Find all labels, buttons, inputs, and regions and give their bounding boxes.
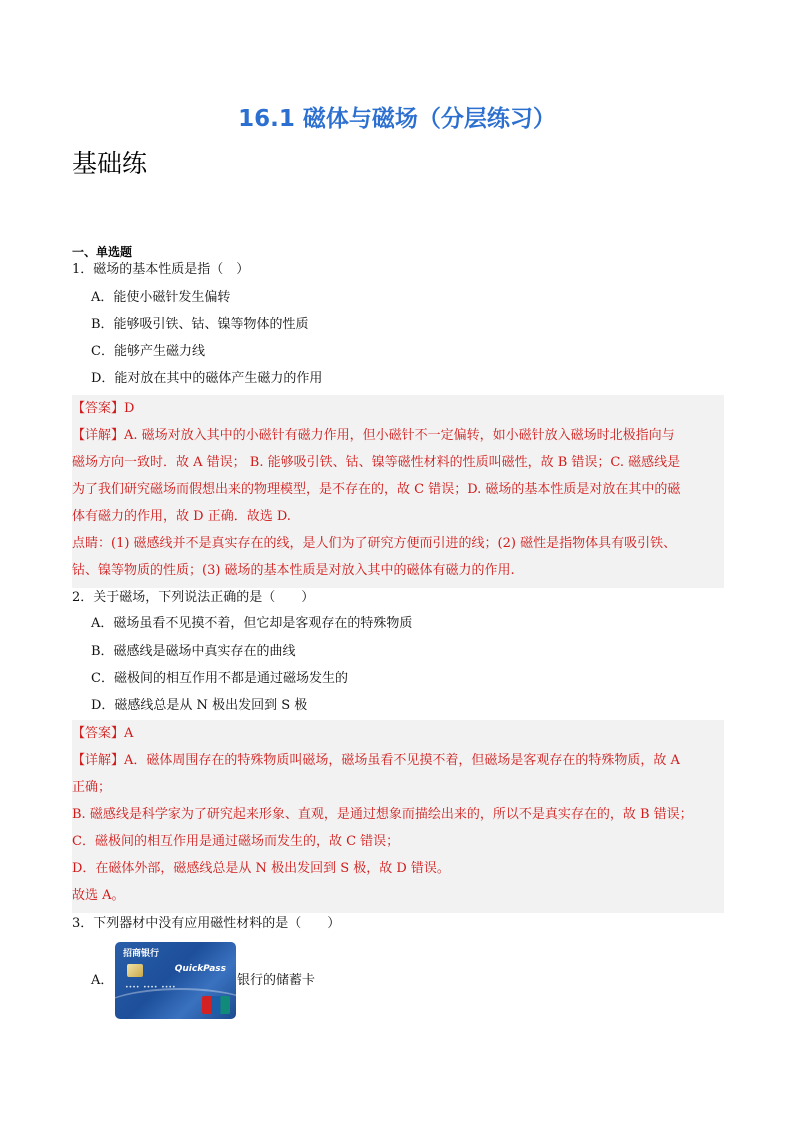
question-2-option-b: B．磁感线是磁场中真实存在的曲线	[91, 644, 296, 659]
answer-line: D．在磁体外部，磁感线总是从 N 极出发回到 S 极，故 D 错误。	[72, 861, 450, 876]
answer-line: 体有磁力的作用，故 D 正确．故选 D.	[72, 509, 291, 524]
question-3-option-a-text: 银行的储蓄卡	[237, 973, 316, 988]
answer-line: 【详解】A．磁体周围存在的特殊物质叫磁场，磁场虽看不见摸不着，但磁场是客观存在的特殊物质，故 A	[72, 753, 680, 768]
bank-card-image	[115, 942, 236, 1019]
answer-line: 点睛：(1) 磁感线并不是真实存在的线，是人们为了研究方便而引进的线；(2) 磁性是指物体具有吸引铁、	[72, 536, 677, 551]
answer-line: 正确；	[72, 780, 112, 795]
question-1-option-d: D．能对放在其中的磁体产生磁力的作用	[91, 371, 323, 386]
unionpay-logo-icon	[202, 996, 230, 1014]
page-subtitle: 基础练	[72, 149, 148, 178]
card-chip-icon	[127, 964, 143, 977]
answer-line: B. 磁感线是科学家为了研究起来形象、直观，是通过想象而描绘出来的，所以不是真实存在的，故 B 错误；	[72, 807, 693, 822]
question-1-answer-block	[72, 395, 724, 588]
card-quickpass-mark: QuickPass	[174, 964, 226, 974]
answer-line: 【答案】A	[72, 726, 134, 741]
answer-line: 【答案】D	[72, 401, 135, 416]
question-1-option-a: A．能使小磁针发生偏转	[91, 290, 231, 305]
question-3-option-a-label: A．	[91, 973, 114, 988]
question-2-answer-block	[72, 720, 724, 913]
card-number-pattern: •••• •••• ••••	[125, 984, 176, 991]
answer-line: C．磁极间的相互作用是通过磁场而发生的，故 C 错误；	[72, 834, 400, 849]
section-heading: 一、单选题	[72, 245, 133, 259]
question-2-option-c: C．磁极间的相互作用不都是通过磁场发生的	[91, 671, 348, 686]
page-title: 16.1 磁体与磁场（分层练习）	[238, 106, 556, 132]
question-3-stem: 3．下列器材中没有应用磁性材料的是（ ）	[72, 916, 341, 931]
question-2-stem: 2．关于磁场，下列说法正确的是（ ）	[72, 590, 315, 605]
answer-line: 【详解】A. 磁场对放入其中的小磁针有磁力作用，但小磁针不一定偏转，如小磁针放入磁场时北极指向与	[72, 428, 675, 443]
question-1-option-b: B．能够吸引铁、钴、镍等物体的性质	[91, 317, 309, 332]
question-2-option-d: D．磁感线总是从 N 极出发回到 S 极	[91, 698, 308, 713]
card-bank-name: 招商银行	[123, 949, 160, 959]
answer-line: 故选 A。	[72, 888, 125, 903]
answer-line: 磁场方向一致时．故 A 错误； B. 能够吸引铁、钴、镍等磁性材料的性质叫磁性，故 B 错误；C. 磁感线是	[72, 455, 681, 470]
question-2-option-a: A．磁场虽看不见摸不着，但它却是客观存在的特殊物质	[91, 616, 413, 631]
question-1-option-c: C．能够产生磁力线	[91, 344, 205, 359]
question-1-stem: 1．磁场的基本性质是指（ ）	[72, 262, 250, 277]
answer-line: 钴、镍等物质的性质；(3) 磁场的基本性质是对放入其中的磁体有磁力的作用.	[72, 563, 515, 578]
answer-line: 为了我们研究磁场而假想出来的物理模型，是不存在的，故 C 错误；D. 磁场的基本性质是对放在其中的磁	[72, 482, 681, 497]
